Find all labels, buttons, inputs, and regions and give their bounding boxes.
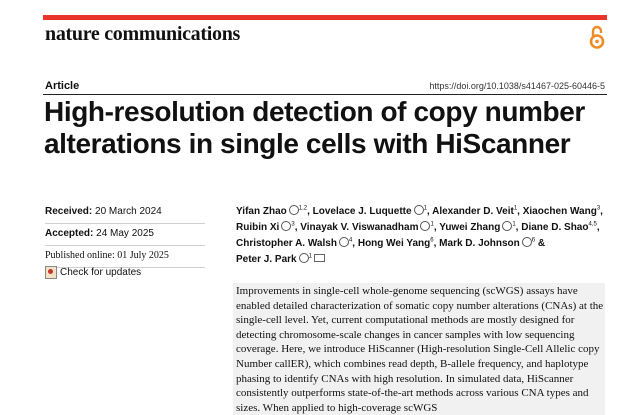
received-value: 20 March 2024 xyxy=(95,206,162,217)
orcid-icon[interactable] xyxy=(502,221,512,231)
author-name[interactable] xyxy=(439,222,518,233)
orcid-icon[interactable] xyxy=(420,221,430,231)
article-type-label: Article xyxy=(45,80,80,92)
author-name[interactable] xyxy=(236,206,310,217)
orcid-icon[interactable] xyxy=(339,237,349,247)
author-name[interactable] xyxy=(300,222,436,233)
author-name-text: Mark D. Johnson xyxy=(439,237,520,249)
header-divider xyxy=(43,94,607,95)
author-name-text: Vinayak V. Viswanadham xyxy=(300,222,419,234)
author-name-text: Diane D. Shao xyxy=(521,222,589,234)
author-name[interactable] xyxy=(236,222,297,233)
author-list xyxy=(236,203,608,266)
author-separator: , xyxy=(307,206,310,218)
author-separator: , xyxy=(600,206,603,218)
author-separator: , xyxy=(352,237,356,249)
received-label: Received: xyxy=(45,206,93,217)
author-name-text: Ruibin Xi xyxy=(236,222,280,234)
author-name[interactable] xyxy=(313,206,430,217)
author-separator: , xyxy=(433,237,437,249)
author-name[interactable] xyxy=(521,222,599,233)
accepted-value: 24 May 2025 xyxy=(96,228,154,239)
affiliation-number: 1,2 xyxy=(298,206,308,212)
affiliation-number: 6 xyxy=(430,237,434,244)
affiliation-number: 3 xyxy=(596,206,601,212)
doi-link[interactable]: https://doi.org/10.1038/s41467-025-60446-5 xyxy=(429,81,605,91)
author-separator: , xyxy=(433,222,437,234)
affiliation-number: 6 xyxy=(531,237,536,244)
author-name-text: Yuwei Zhang xyxy=(439,222,501,234)
open-access-icon xyxy=(588,24,606,50)
accepted-date xyxy=(45,224,205,246)
author-name[interactable] xyxy=(358,238,437,249)
author-separator: , xyxy=(426,206,430,218)
author-name[interactable] xyxy=(236,238,355,249)
author-name[interactable] xyxy=(523,206,603,217)
affiliation-number: 1 xyxy=(308,253,312,260)
affiliation-number: 4 xyxy=(348,237,353,244)
received-date xyxy=(45,202,205,224)
orcid-icon[interactable] xyxy=(522,237,532,247)
author-name-text: Lovelace J. Luquette xyxy=(312,206,412,218)
author-separator: , xyxy=(515,222,519,234)
published-date: Published online: 01 July 2025 xyxy=(45,246,205,268)
author-separator: , xyxy=(294,222,298,234)
author-name[interactable] xyxy=(236,254,325,265)
author-name-text: Alexander D. Veit xyxy=(432,206,514,218)
affiliation-number: 4,5 xyxy=(588,221,597,228)
orcid-icon[interactable] xyxy=(289,205,299,215)
affiliation-number: 1 xyxy=(423,206,427,212)
check-updates-icon xyxy=(45,266,57,279)
article-title: High-resolution detection of copy number alterations in single cells with HiScanner xyxy=(44,96,585,159)
check-for-updates-link[interactable] xyxy=(45,266,141,279)
author-separator: , xyxy=(596,222,600,234)
author-name-text: Hong Wei Yang xyxy=(357,237,431,249)
affiliation-number: 1 xyxy=(512,221,516,228)
author-name-text: Xiaochen Wang xyxy=(522,206,597,218)
affiliation-number: 1 xyxy=(430,221,434,228)
journal-accent-bar xyxy=(43,15,607,20)
affiliation-number: 3 xyxy=(291,221,295,228)
orcid-icon[interactable] xyxy=(281,221,291,231)
author-name[interactable] xyxy=(432,206,520,217)
author-name-text: Peter J. Park xyxy=(236,253,297,265)
author-separator: , xyxy=(517,206,520,218)
abstract-text: Improvements in single-cell whole-genome sequencing (scWGS) assays have enabled detailed characterization of somatic copy number alterations (CNAs) at the single-cell level. Yet, current computational methods are mostly designed for detecting chromosome-scale changes in cancer samples with low sequencing coverage. Here, we introduce HiScanner (High-resolution Single-Cell Allelic copy Number callER), which combines read depth, B-allele frequency, and haplotype phasing to identify CNAs with high resolution. In simulated data, HiScanner consistently outperforms state-of-the-art methods across various CNA types and sizes. When applied to high-coverage scWGS xyxy=(236,285,604,414)
author-name-text: Christopher A. Walsh xyxy=(236,237,337,249)
author-name-text: Yifan Zhao xyxy=(236,206,287,218)
check-updates-label: Check for updates xyxy=(60,267,142,278)
accepted-label: Accepted: xyxy=(45,228,94,239)
article-dates xyxy=(45,202,205,268)
email-icon[interactable] xyxy=(314,254,325,262)
author-separator: & xyxy=(535,237,546,249)
orcid-icon[interactable] xyxy=(414,205,424,215)
author-name[interactable] xyxy=(439,238,545,249)
affiliation-number: 1 xyxy=(513,206,518,212)
orcid-icon[interactable] xyxy=(299,253,309,263)
journal-name[interactable]: nature communications xyxy=(45,23,240,45)
